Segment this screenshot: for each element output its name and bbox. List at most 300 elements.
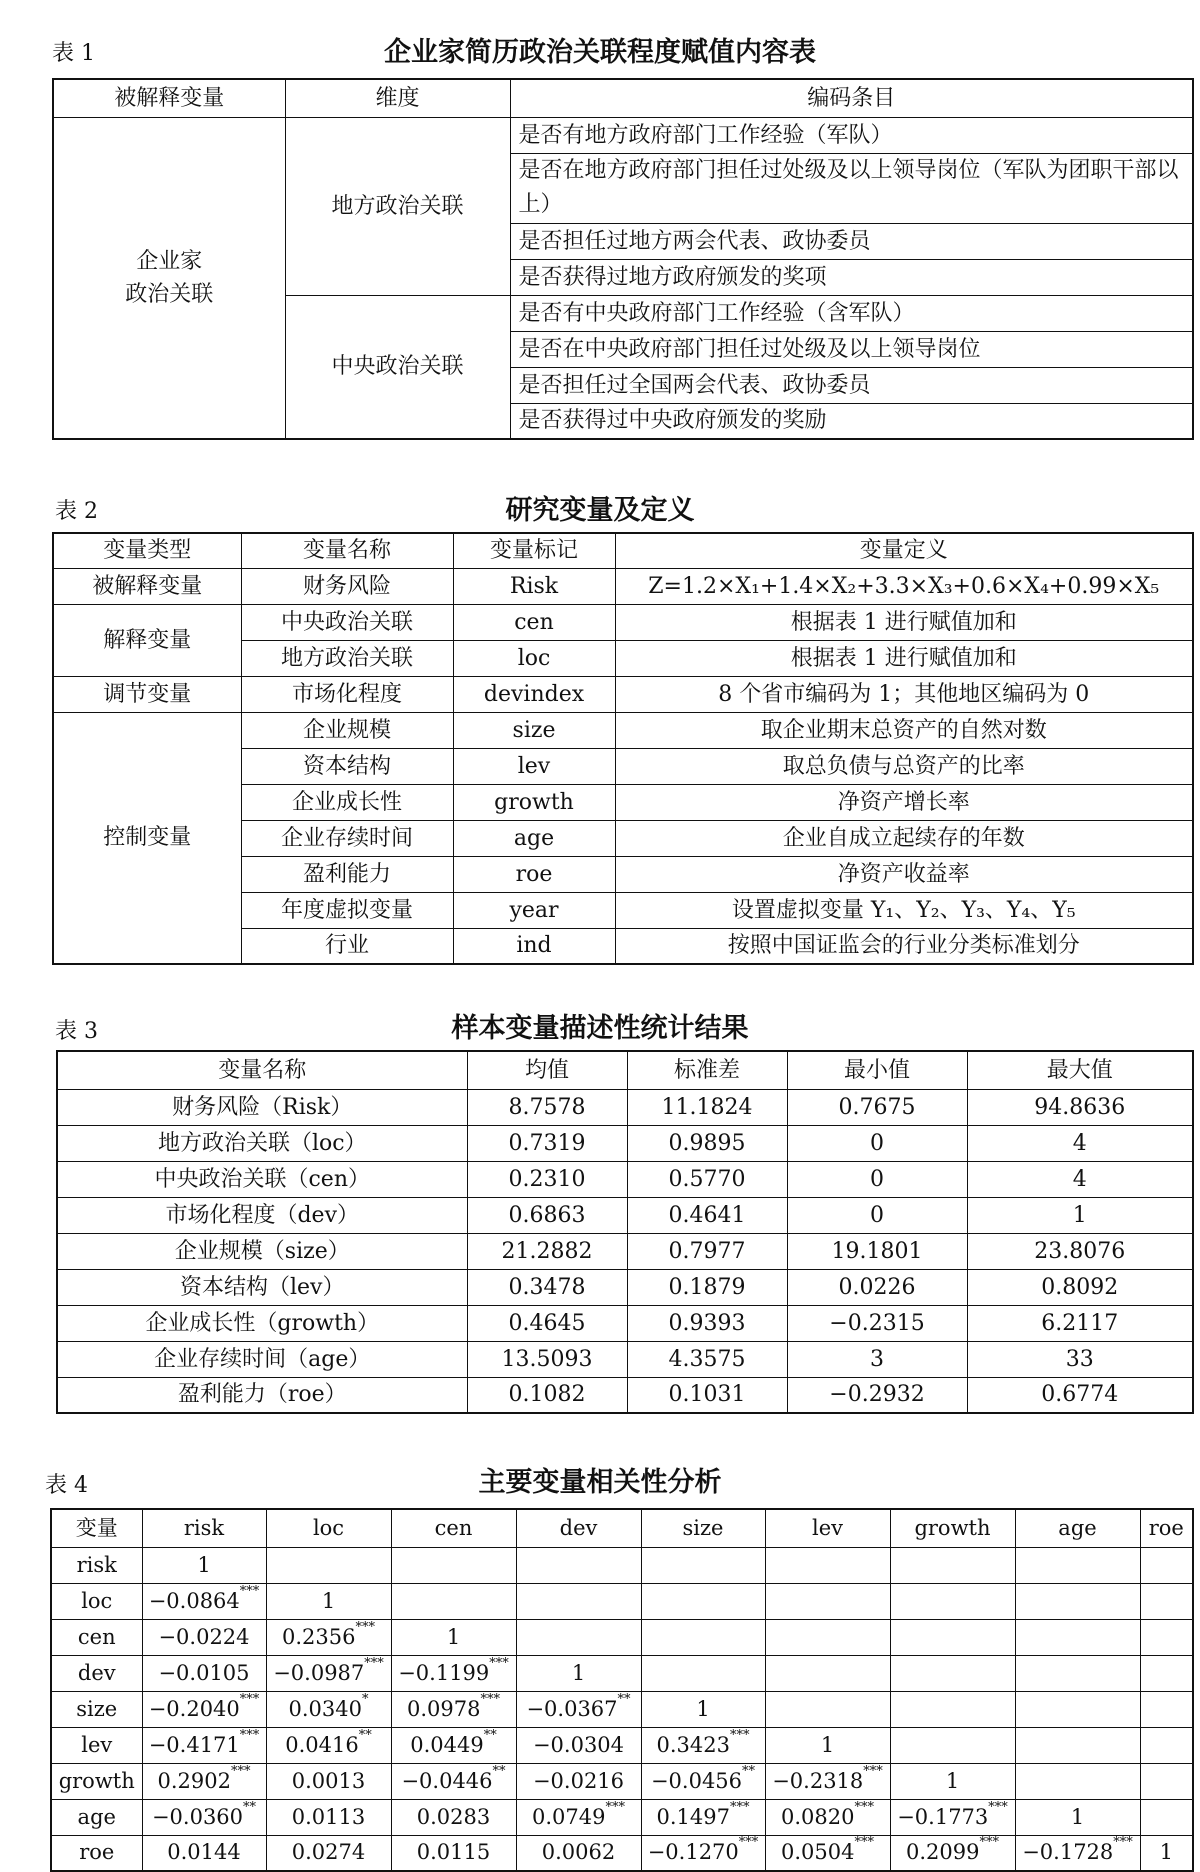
table4-corr-cell bbox=[890, 1763, 1015, 1799]
table4-corr-cell bbox=[890, 1655, 1015, 1691]
table4-row-label: age bbox=[51, 1799, 142, 1835]
table4-corr-cell bbox=[1140, 1835, 1193, 1871]
table4-corr-cell bbox=[890, 1547, 1015, 1583]
table4-corr-cell bbox=[142, 1835, 266, 1871]
significance-stars: ** bbox=[243, 1799, 257, 1815]
significance-stars: *** bbox=[1113, 1835, 1133, 1851]
table4-corr-cell bbox=[266, 1583, 391, 1619]
table-row bbox=[51, 1547, 1193, 1583]
corr-value: 0.0283 bbox=[416, 1804, 491, 1829]
table3-header: 最大值 bbox=[967, 1051, 1193, 1089]
table4-corr-cell bbox=[391, 1547, 516, 1583]
table2-caption: 表 2 bbox=[55, 499, 98, 524]
corr-value: 1 bbox=[696, 1696, 710, 1721]
table4-corr-cell bbox=[1015, 1619, 1140, 1655]
table4-corr-cell bbox=[1140, 1691, 1193, 1727]
corr-value: 0.0820 bbox=[781, 1804, 855, 1829]
corr-value: −0.1773 bbox=[897, 1804, 989, 1829]
table4-corr-cell bbox=[266, 1547, 391, 1583]
corr-value: 1 bbox=[945, 1768, 960, 1793]
table2-var-def: 取总负债与总资产的比率 bbox=[615, 748, 1193, 784]
table3-value: 0.5770 bbox=[627, 1161, 787, 1197]
corr-value: −0.1199 bbox=[398, 1660, 490, 1685]
table4-corr-cell bbox=[765, 1547, 890, 1583]
table2-var-def: 8 个省市编码为 1；其他地区编码为 0 bbox=[615, 676, 1193, 712]
table4-corr-cell bbox=[391, 1799, 516, 1835]
table4-corr-cell bbox=[1015, 1691, 1140, 1727]
table2-var-def: 净资产收益率 bbox=[615, 856, 1193, 892]
corr-value: 1 bbox=[1070, 1804, 1085, 1829]
table3-value: 0.9895 bbox=[627, 1125, 787, 1161]
table4-corr-cell bbox=[142, 1727, 266, 1763]
table-row bbox=[51, 1763, 1193, 1799]
table3-value: 0.8092 bbox=[967, 1269, 1193, 1305]
table4-corr-cell bbox=[391, 1655, 516, 1691]
table3-value: 23.8076 bbox=[967, 1233, 1193, 1269]
significance-stars: ** bbox=[483, 1727, 497, 1743]
table2-var-def: 按照中国证监会的行业分类标准划分 bbox=[615, 928, 1193, 964]
table2-header: 变量类型 bbox=[53, 533, 241, 568]
significance-stars: *** bbox=[364, 1655, 384, 1671]
table4-corr-cell bbox=[516, 1619, 641, 1655]
table4-header: 变量 bbox=[51, 1509, 142, 1547]
table2-var-def: Z=1.2×X₁+1.4×X₂+3.3×X₃+0.6×X₄+0.99×X₅ bbox=[615, 568, 1193, 604]
table4-corr-cell bbox=[142, 1691, 266, 1727]
significance-stars: *** bbox=[854, 1799, 874, 1815]
table1-item: 是否获得过中央政府颁发的奖励 bbox=[510, 403, 1193, 439]
corr-value: −0.0224 bbox=[158, 1624, 250, 1649]
table2-var-def: 取企业期末总资产的自然对数 bbox=[615, 712, 1193, 748]
table3-header: 均值 bbox=[467, 1051, 627, 1089]
table2-header: 变量标记 bbox=[453, 533, 615, 568]
significance-stars: ** bbox=[358, 1727, 372, 1743]
table2-var-name: 市场化程度 bbox=[241, 676, 453, 712]
table4-corr-cell bbox=[641, 1583, 765, 1619]
table-row bbox=[51, 1799, 1193, 1835]
table2-var-name: 企业规模 bbox=[241, 712, 453, 748]
significance-stars: * bbox=[361, 1691, 369, 1707]
corr-value: −0.0367 bbox=[526, 1696, 618, 1721]
table4-corr-cell bbox=[391, 1619, 516, 1655]
table3-value: 0 bbox=[787, 1125, 967, 1161]
table4-corr-cell bbox=[1140, 1619, 1193, 1655]
corr-value: 0.1497 bbox=[656, 1804, 730, 1829]
corr-value: −0.2040 bbox=[148, 1696, 240, 1721]
table3-value: 21.2882 bbox=[467, 1233, 627, 1269]
table4-corr-cell bbox=[765, 1619, 890, 1655]
table4-corr-cell bbox=[142, 1655, 266, 1691]
corr-value: −0.0987 bbox=[273, 1660, 365, 1685]
table4-corr-cell bbox=[391, 1835, 516, 1871]
corr-value: −0.0446 bbox=[401, 1768, 493, 1793]
table3-value: 0.4645 bbox=[467, 1305, 627, 1341]
table3-value: 4 bbox=[967, 1161, 1193, 1197]
significance-stars: ** bbox=[492, 1763, 506, 1779]
table3-value: 3 bbox=[787, 1341, 967, 1377]
table4-corr-cell bbox=[765, 1799, 890, 1835]
table3-value: −0.2315 bbox=[787, 1305, 967, 1341]
table3-var-name: 企业规模（size） bbox=[57, 1233, 467, 1269]
table3-header: 变量名称 bbox=[57, 1051, 467, 1089]
table3-value: 19.1801 bbox=[787, 1233, 967, 1269]
corr-value: 0.3423 bbox=[656, 1732, 730, 1757]
table4-corr-cell bbox=[266, 1619, 391, 1655]
table4-corr-cell bbox=[641, 1835, 765, 1871]
significance-stars: *** bbox=[988, 1799, 1008, 1815]
table3-value: −0.2932 bbox=[787, 1377, 967, 1413]
table2-var-name: 地方政治关联 bbox=[241, 640, 453, 676]
table3-var-name: 资本结构（lev） bbox=[57, 1269, 467, 1305]
table4-title: 主要变量相关性分析 bbox=[478, 1467, 722, 1498]
table4-row-label: growth bbox=[51, 1763, 142, 1799]
table4-header: dev bbox=[516, 1509, 641, 1547]
table2-var-name: 企业成长性 bbox=[241, 784, 453, 820]
corr-value: 1 bbox=[321, 1588, 336, 1613]
table4-row-label: size bbox=[51, 1691, 142, 1727]
corr-value: 1 bbox=[1159, 1840, 1173, 1865]
table4-corr-cell bbox=[266, 1799, 391, 1835]
table2-var-name: 财务风险 bbox=[241, 568, 453, 604]
table4-corr-cell bbox=[641, 1655, 765, 1691]
table4-corr-cell bbox=[516, 1655, 641, 1691]
table4-corr-cell bbox=[142, 1799, 266, 1835]
corr-value: −0.0216 bbox=[532, 1768, 625, 1793]
table-row bbox=[51, 1583, 1193, 1619]
table3-value: 4 bbox=[967, 1125, 1193, 1161]
table2-var-name: 中央政治关联 bbox=[241, 604, 453, 640]
table3-value: 0.3478 bbox=[467, 1269, 627, 1305]
corr-value: 1 bbox=[197, 1552, 211, 1577]
corr-value: 0.0449 bbox=[410, 1732, 484, 1757]
corr-value: 0.0504 bbox=[781, 1840, 855, 1865]
table2-type: 解释变量 bbox=[53, 604, 241, 676]
table3-value: 94.8636 bbox=[967, 1089, 1193, 1125]
table-row bbox=[51, 1655, 1193, 1691]
table4-corr-cell bbox=[1015, 1763, 1140, 1799]
significance-stars: *** bbox=[854, 1835, 874, 1851]
table3-value: 0.7319 bbox=[467, 1125, 627, 1161]
corr-value: −0.1270 bbox=[647, 1840, 739, 1865]
table4-corr-cell bbox=[641, 1691, 765, 1727]
table4-corr-cell bbox=[1015, 1655, 1140, 1691]
table1-item: 是否有地方政府部门工作经验（军队） bbox=[510, 117, 1193, 153]
table2-var-def: 净资产增长率 bbox=[615, 784, 1193, 820]
table2-var-name: 资本结构 bbox=[241, 748, 453, 784]
table1-header: 被解释变量 bbox=[53, 79, 285, 117]
table4-caption: 表 4 bbox=[45, 1473, 88, 1498]
table4-corr-cell bbox=[641, 1547, 765, 1583]
table4-corr-cell bbox=[1015, 1583, 1140, 1619]
table3-var-name: 中央政治关联（cen） bbox=[57, 1161, 467, 1197]
table1-header: 编码条目 bbox=[510, 79, 1193, 117]
table4-corr-cell bbox=[765, 1727, 890, 1763]
table-row bbox=[57, 1125, 1193, 1161]
corr-value: −0.0304 bbox=[532, 1732, 625, 1757]
table3-value: 0.0226 bbox=[787, 1269, 967, 1305]
table3-value: 0.1879 bbox=[627, 1269, 787, 1305]
table2-var-code: ind bbox=[453, 928, 615, 964]
corr-value: 0.2902 bbox=[157, 1768, 231, 1793]
table1-item: 是否获得过地方政府颁发的奖项 bbox=[510, 259, 1193, 295]
table2-type: 控制变量 bbox=[53, 712, 241, 964]
table4-row-label: loc bbox=[51, 1583, 142, 1619]
table4-corr-cell bbox=[765, 1835, 890, 1871]
table4-header: loc bbox=[266, 1509, 391, 1547]
table2-var-name: 企业存续时间 bbox=[241, 820, 453, 856]
table4-header: cen bbox=[391, 1509, 516, 1547]
corr-value: 0.2356 bbox=[282, 1624, 356, 1649]
table-row bbox=[57, 1233, 1193, 1269]
table2-header: 变量名称 bbox=[241, 533, 453, 568]
table2-type: 被解释变量 bbox=[53, 568, 241, 604]
table4-corr-cell bbox=[391, 1583, 516, 1619]
table2-var-code: devindex bbox=[453, 676, 615, 712]
corr-value: −0.0105 bbox=[158, 1660, 250, 1685]
table2-var-code: roe bbox=[453, 856, 615, 892]
table2-var-def: 企业自成立起续存的年数 bbox=[615, 820, 1193, 856]
corr-value: 0.0144 bbox=[167, 1840, 241, 1865]
corr-value: 0.0978 bbox=[407, 1696, 481, 1721]
table-row bbox=[51, 1691, 1193, 1727]
corr-value: 0.0340 bbox=[288, 1696, 362, 1721]
table3-caption: 表 3 bbox=[55, 1019, 98, 1044]
table4-corr-cell bbox=[765, 1763, 890, 1799]
table3-value: 0.1082 bbox=[467, 1377, 627, 1413]
table1-dependent-line2: 政治关联 bbox=[125, 281, 214, 307]
table4-corr-cell bbox=[391, 1727, 516, 1763]
table-row bbox=[57, 1269, 1193, 1305]
table4-row-label: roe bbox=[51, 1835, 142, 1871]
corr-value: 0.0062 bbox=[541, 1840, 616, 1865]
table3-value: 13.5093 bbox=[467, 1341, 627, 1377]
table3-value: 0.9393 bbox=[627, 1305, 787, 1341]
significance-stars: *** bbox=[480, 1691, 500, 1707]
table4-header: growth bbox=[890, 1509, 1015, 1547]
table4-corr-cell bbox=[890, 1691, 1015, 1727]
table2-var-code: age bbox=[453, 820, 615, 856]
table4-corr-cell bbox=[1140, 1763, 1193, 1799]
table2-var-def: 设置虚拟变量 Y₁、Y₂、Y₃、Y₄、Y₅ bbox=[615, 892, 1193, 928]
table4-corr-cell bbox=[641, 1799, 765, 1835]
table3-var-name: 市场化程度（dev） bbox=[57, 1197, 467, 1233]
table4-corr-cell bbox=[1015, 1727, 1140, 1763]
table3-value: 0.6863 bbox=[467, 1197, 627, 1233]
significance-stars: *** bbox=[605, 1799, 625, 1815]
table4-header: age bbox=[1015, 1509, 1140, 1547]
table4-corr-cell bbox=[266, 1727, 391, 1763]
table2-var-code: lev bbox=[453, 748, 615, 784]
table4-header: size bbox=[641, 1509, 765, 1547]
table-row bbox=[57, 1377, 1193, 1413]
table3-var-name: 地方政治关联（loc） bbox=[57, 1125, 467, 1161]
table4-corr-cell bbox=[1140, 1727, 1193, 1763]
table4-corr-cell bbox=[765, 1583, 890, 1619]
table-row bbox=[57, 1161, 1193, 1197]
table4-corr-cell bbox=[391, 1691, 516, 1727]
table4-corr-cell bbox=[1015, 1547, 1140, 1583]
table4-corr-cell bbox=[890, 1727, 1015, 1763]
table4-row-label: lev bbox=[51, 1727, 142, 1763]
table4-corr-cell bbox=[266, 1691, 391, 1727]
table4-corr-cell bbox=[516, 1835, 641, 1871]
table3-value: 4.3575 bbox=[627, 1341, 787, 1377]
table2-var-def: 根据表 1 进行赋值加和 bbox=[615, 604, 1193, 640]
table2-var-def: 根据表 1 进行赋值加和 bbox=[615, 640, 1193, 676]
table1-caption: 表 1 bbox=[52, 41, 95, 66]
table4-corr-cell bbox=[1140, 1655, 1193, 1691]
table4-header: roe bbox=[1140, 1509, 1193, 1547]
table4-row-label: risk bbox=[51, 1547, 142, 1583]
table2-var-name: 盈利能力 bbox=[241, 856, 453, 892]
table3-value: 1 bbox=[967, 1197, 1193, 1233]
corr-value: 1 bbox=[446, 1624, 461, 1649]
significance-stars: *** bbox=[979, 1835, 999, 1851]
table1-item: 是否在地方政府部门担任过处级及以上领导岗位（军队为团职干部以上） bbox=[510, 153, 1193, 223]
significance-stars: *** bbox=[230, 1763, 251, 1779]
table1-item: 是否担任过地方两会代表、政协委员 bbox=[510, 223, 1193, 259]
significance-stars: *** bbox=[355, 1619, 375, 1635]
table4-corr-cell bbox=[516, 1799, 641, 1835]
table3-header: 标准差 bbox=[627, 1051, 787, 1089]
significance-stars: *** bbox=[729, 1799, 750, 1815]
table1-dependent-line1: 企业家 bbox=[136, 248, 203, 274]
table1-header: 维度 bbox=[285, 79, 510, 117]
table4-corr-cell bbox=[641, 1727, 765, 1763]
significance-stars: ** bbox=[742, 1763, 756, 1779]
corr-value: 1 bbox=[820, 1732, 835, 1757]
table4-corr-cell bbox=[890, 1835, 1015, 1871]
table1-dependent-cell bbox=[53, 117, 285, 439]
table4-corr-cell bbox=[890, 1619, 1015, 1655]
table2-var-code: cen bbox=[453, 604, 615, 640]
corr-value: 0.0115 bbox=[416, 1840, 491, 1865]
table4-corr-cell bbox=[1015, 1835, 1140, 1871]
table4-corr-cell bbox=[1015, 1799, 1140, 1835]
table3-value: 0.7977 bbox=[627, 1233, 787, 1269]
table1 bbox=[52, 78, 1194, 440]
table4-corr-cell bbox=[516, 1547, 641, 1583]
table3-value: 6.2117 bbox=[967, 1305, 1193, 1341]
table4-header: lev bbox=[765, 1509, 890, 1547]
table4-corr-cell bbox=[266, 1763, 391, 1799]
table3-value: 33 bbox=[967, 1341, 1193, 1377]
significance-stars: ** bbox=[617, 1691, 631, 1707]
table4-corr-cell bbox=[516, 1763, 641, 1799]
corr-value: −0.0864 bbox=[148, 1588, 240, 1613]
table4-header: risk bbox=[142, 1509, 266, 1547]
table3-value: 0.4641 bbox=[627, 1197, 787, 1233]
table1-central-label: 中央政治关联 bbox=[285, 295, 510, 439]
table4-corr-cell bbox=[142, 1763, 266, 1799]
corr-value: 0.2099 bbox=[906, 1840, 980, 1865]
table-row bbox=[57, 1341, 1193, 1377]
table-row bbox=[51, 1619, 1193, 1655]
table3-value: 0 bbox=[787, 1161, 967, 1197]
corr-value: 0.0416 bbox=[285, 1732, 359, 1757]
table3-value: 0.2310 bbox=[467, 1161, 627, 1197]
table3-header-row bbox=[57, 1051, 1193, 1089]
table3-value: 0.6774 bbox=[967, 1377, 1193, 1413]
table3-var-name: 企业存续时间（age） bbox=[57, 1341, 467, 1377]
corr-value: −0.0456 bbox=[650, 1768, 743, 1793]
table1-item: 是否有中央政府部门工作经验（含军队） bbox=[510, 295, 1193, 331]
table4-row-label: dev bbox=[51, 1655, 142, 1691]
table-row bbox=[57, 1305, 1193, 1341]
table4-corr-cell bbox=[765, 1691, 890, 1727]
table-row bbox=[57, 1089, 1193, 1125]
table2-var-code: growth bbox=[453, 784, 615, 820]
table1-local-label: 地方政治关联 bbox=[285, 117, 510, 295]
table4 bbox=[50, 1508, 1194, 1872]
table-row bbox=[57, 1197, 1193, 1233]
table4-corr-cell bbox=[142, 1547, 266, 1583]
table4-corr-cell bbox=[142, 1583, 266, 1619]
table4-corr-cell bbox=[516, 1583, 641, 1619]
corr-value: −0.1728 bbox=[1022, 1840, 1114, 1865]
table-row bbox=[51, 1835, 1193, 1871]
table3-var-name: 企业成长性（growth） bbox=[57, 1305, 467, 1341]
table3-value: 0 bbox=[787, 1197, 967, 1233]
significance-stars: *** bbox=[863, 1763, 883, 1779]
table4-corr-cell bbox=[890, 1583, 1015, 1619]
table2-var-name: 行业 bbox=[241, 928, 453, 964]
table4-corr-cell bbox=[266, 1835, 391, 1871]
table3-var-name: 财务风险（Risk） bbox=[57, 1089, 467, 1125]
significance-stars: *** bbox=[738, 1835, 759, 1851]
significance-stars: *** bbox=[729, 1727, 750, 1743]
table4-corr-cell bbox=[142, 1619, 266, 1655]
table2-type: 调节变量 bbox=[53, 676, 241, 712]
table3-value: 0.1031 bbox=[627, 1377, 787, 1413]
table4-corr-cell bbox=[1140, 1799, 1193, 1835]
table4-corr-cell bbox=[641, 1619, 765, 1655]
table2-var-code: size bbox=[453, 712, 615, 748]
table3 bbox=[56, 1050, 1194, 1414]
table2-var-code: loc bbox=[453, 640, 615, 676]
table2-title: 研究变量及定义 bbox=[505, 495, 695, 526]
significance-stars: *** bbox=[239, 1691, 260, 1707]
table4-corr-cell bbox=[391, 1763, 516, 1799]
table4-corr-cell bbox=[266, 1655, 391, 1691]
significance-stars: *** bbox=[489, 1655, 509, 1671]
table2-header: 变量定义 bbox=[615, 533, 1193, 568]
table4-corr-cell bbox=[765, 1655, 890, 1691]
table3-value: 0.7675 bbox=[787, 1089, 967, 1125]
corr-value: 0.0274 bbox=[291, 1840, 366, 1865]
table2-var-code: Risk bbox=[453, 568, 615, 604]
table2-var-name: 年度虚拟变量 bbox=[241, 892, 453, 928]
table4-corr-cell bbox=[1140, 1547, 1193, 1583]
table4-row-label: cen bbox=[51, 1619, 142, 1655]
table2 bbox=[52, 532, 1194, 965]
corr-value: 0.0113 bbox=[291, 1804, 366, 1829]
table1-item: 是否在中央政府部门担任过处级及以上领导岗位 bbox=[510, 331, 1193, 367]
table1-item: 是否担任过全国两会代表、政协委员 bbox=[510, 367, 1193, 403]
table4-header-row bbox=[51, 1509, 1193, 1547]
corr-value: 1 bbox=[571, 1660, 586, 1685]
corr-value: −0.0360 bbox=[151, 1804, 244, 1829]
table3-title: 样本变量描述性统计结果 bbox=[451, 1013, 749, 1044]
table4-corr-cell bbox=[890, 1799, 1015, 1835]
corr-value: −0.2318 bbox=[772, 1768, 864, 1793]
table4-corr-cell bbox=[516, 1727, 641, 1763]
table4-corr-cell bbox=[1140, 1583, 1193, 1619]
table3-value: 8.7578 bbox=[467, 1089, 627, 1125]
table3-value: 11.1824 bbox=[627, 1089, 787, 1125]
table3-var-name: 盈利能力（roe） bbox=[57, 1377, 467, 1413]
table-row bbox=[51, 1727, 1193, 1763]
corr-value: 0.0013 bbox=[291, 1768, 366, 1793]
